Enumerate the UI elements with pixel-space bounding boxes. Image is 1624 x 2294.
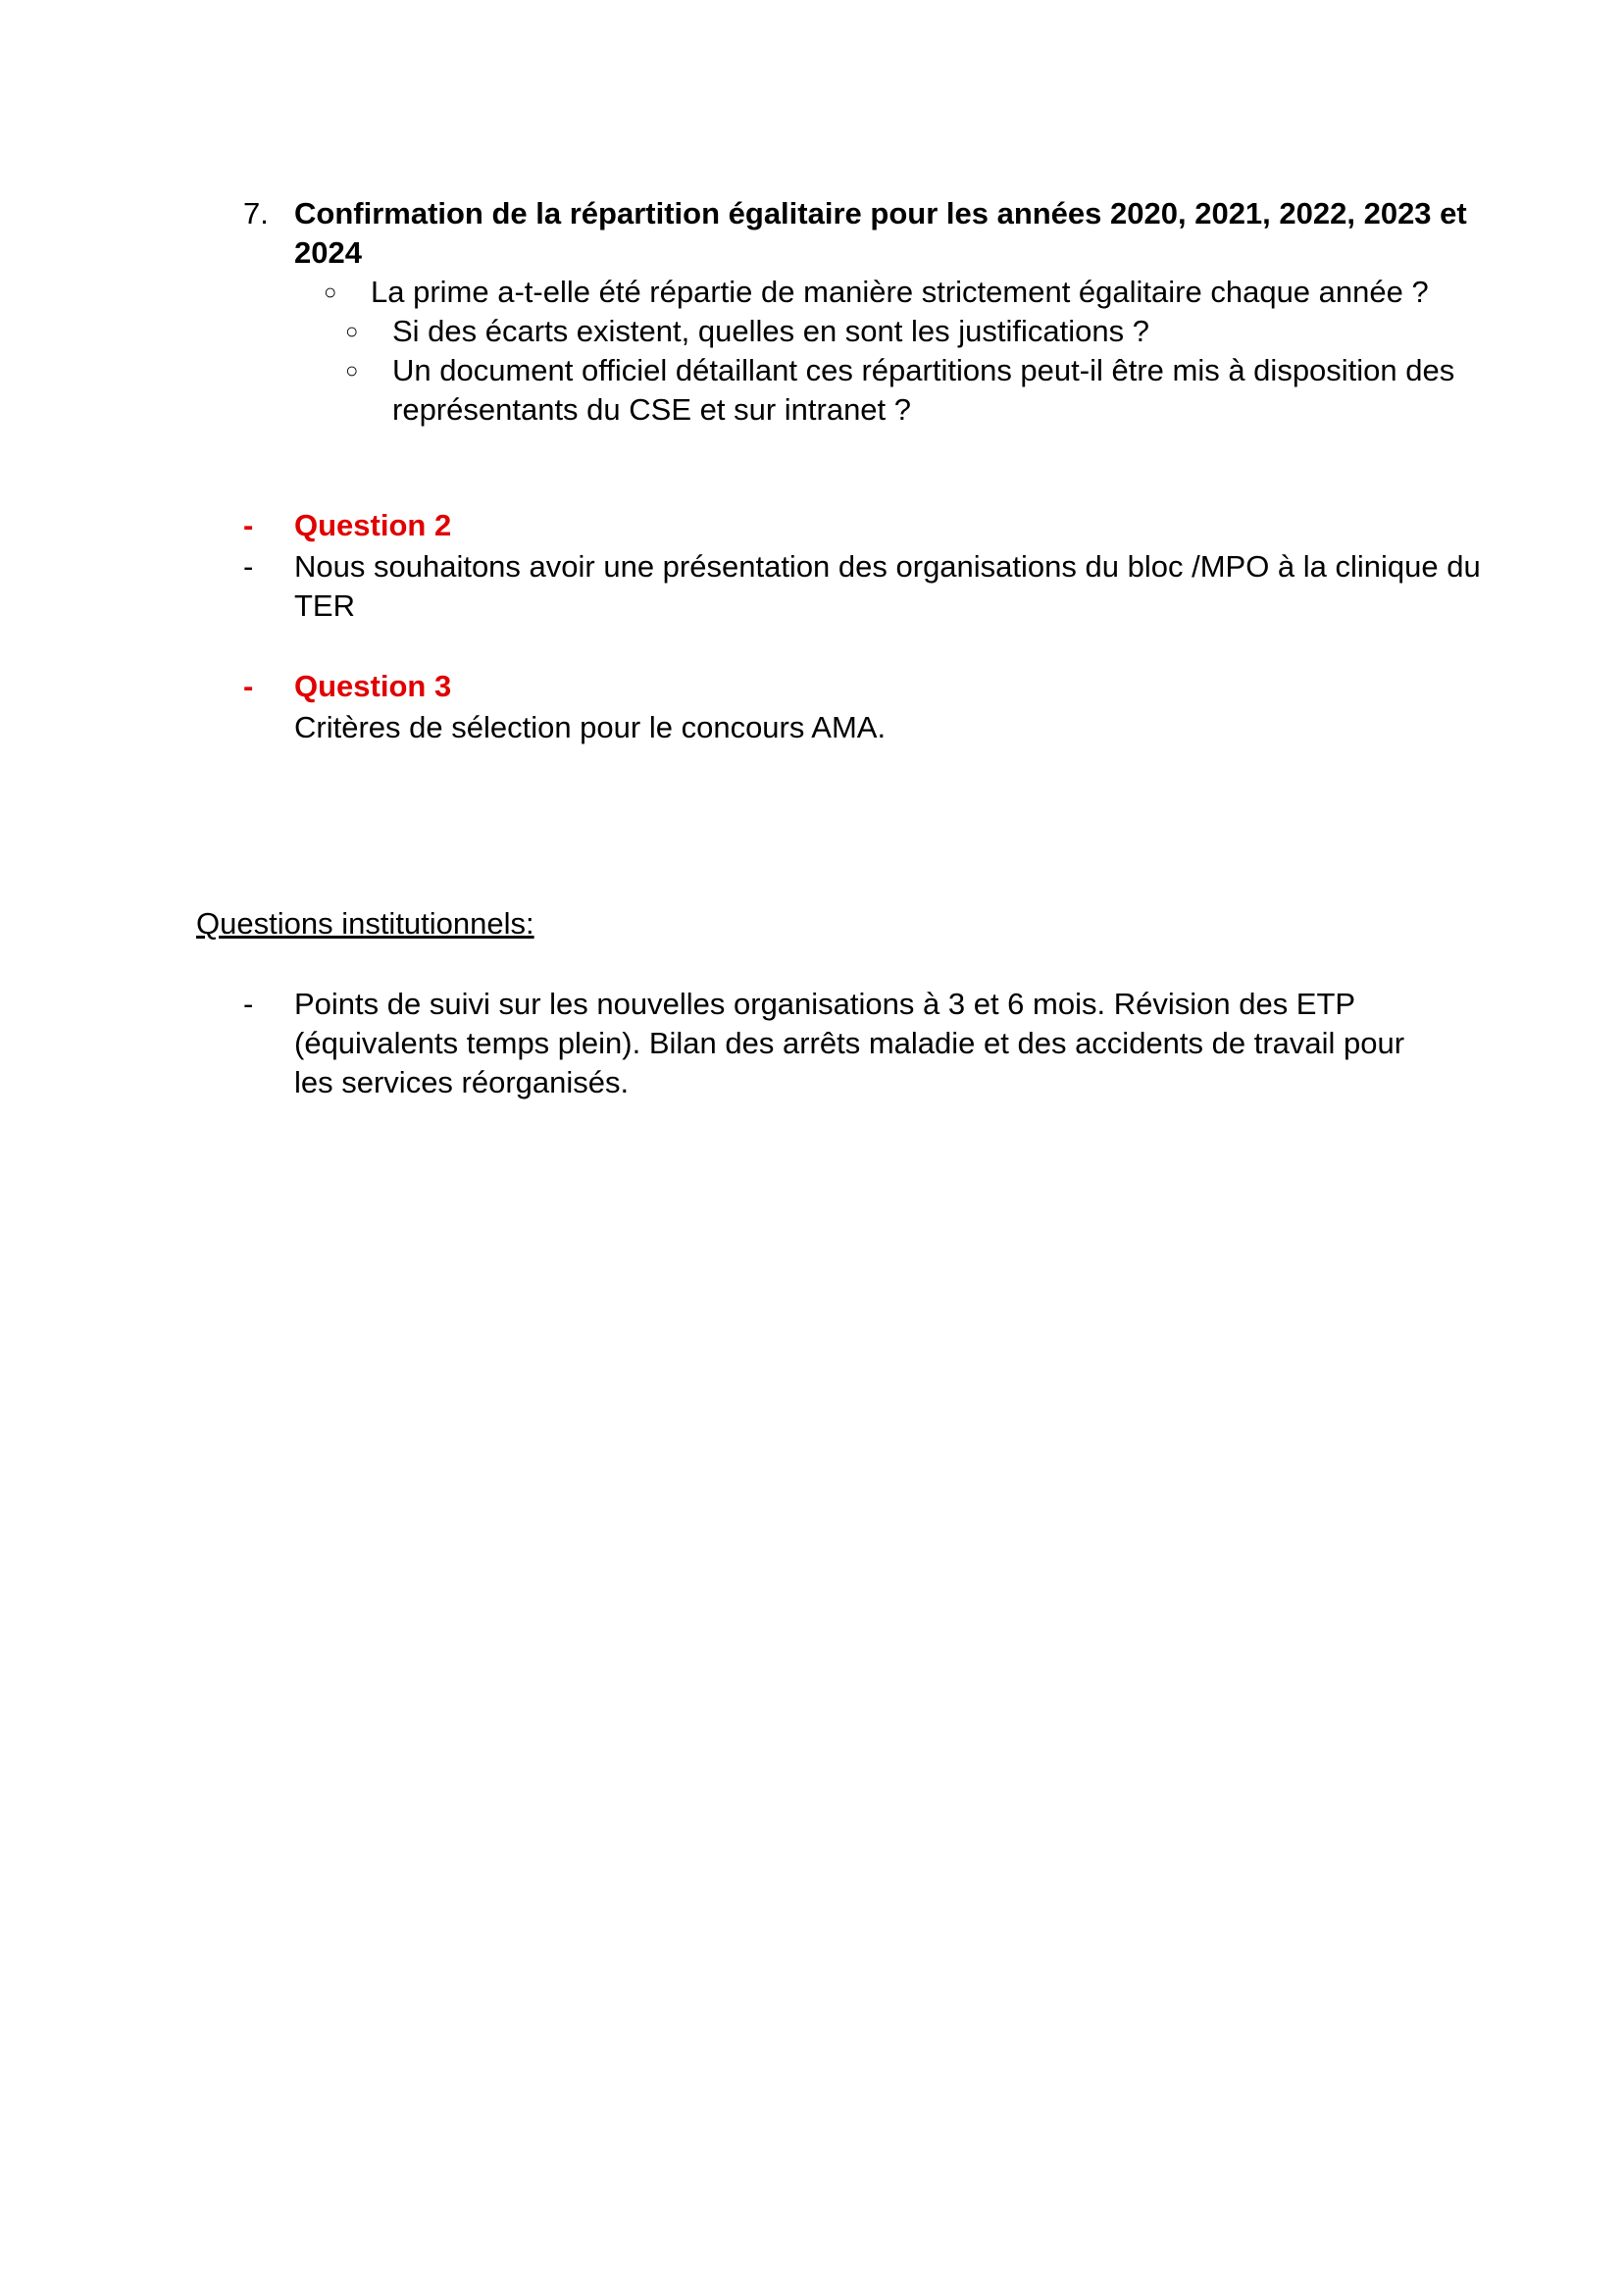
hollow-bullet-icon: ○ — [324, 280, 337, 304]
question-title: Question 3 — [294, 669, 452, 703]
dash-bullet: - — [243, 669, 254, 703]
sub-item-text: La prime a-t-elle été répartie de manière strictement égalitaire chaque année ? — [371, 275, 1429, 309]
dash-bullet: - — [243, 549, 254, 584]
list-number: 7. — [243, 196, 269, 230]
hollow-bullet-icon: ○ — [345, 319, 359, 343]
item-heading: Confirmation de la répartition égalitaire pour les années 2020, 2021, 2022, 2023 et 2024 — [294, 196, 1467, 270]
dash-bullet: - — [243, 987, 254, 1021]
dash-bullet: - — [243, 508, 254, 542]
section-heading: Questions institutionnels: — [196, 906, 534, 941]
section-body: Points de suivi sur les nouvelles organisations à 3 et 6 mois. Révision des ETP (équivalents temps plein). Bilan des arrêts maladie et des accidents de travail pour les services réorganisés. — [294, 987, 1405, 1099]
question-body: Critères de sélection pour le concours AMA. — [294, 710, 887, 744]
hollow-bullet-icon: ○ — [345, 358, 359, 382]
sub-item-text: Si des écarts existent, quelles en sont les justifications ? — [392, 314, 1149, 348]
sub-item-text: Un document officiel détaillant ces répartitions peut-il être mis à disposition des représentants du CSE et sur intranet ? — [392, 353, 1455, 427]
question-body: Nous souhaitons avoir une présentation des organisations du bloc /MPO à la clinique du TER — [294, 549, 1481, 623]
question-title: Question 2 — [294, 508, 452, 542]
